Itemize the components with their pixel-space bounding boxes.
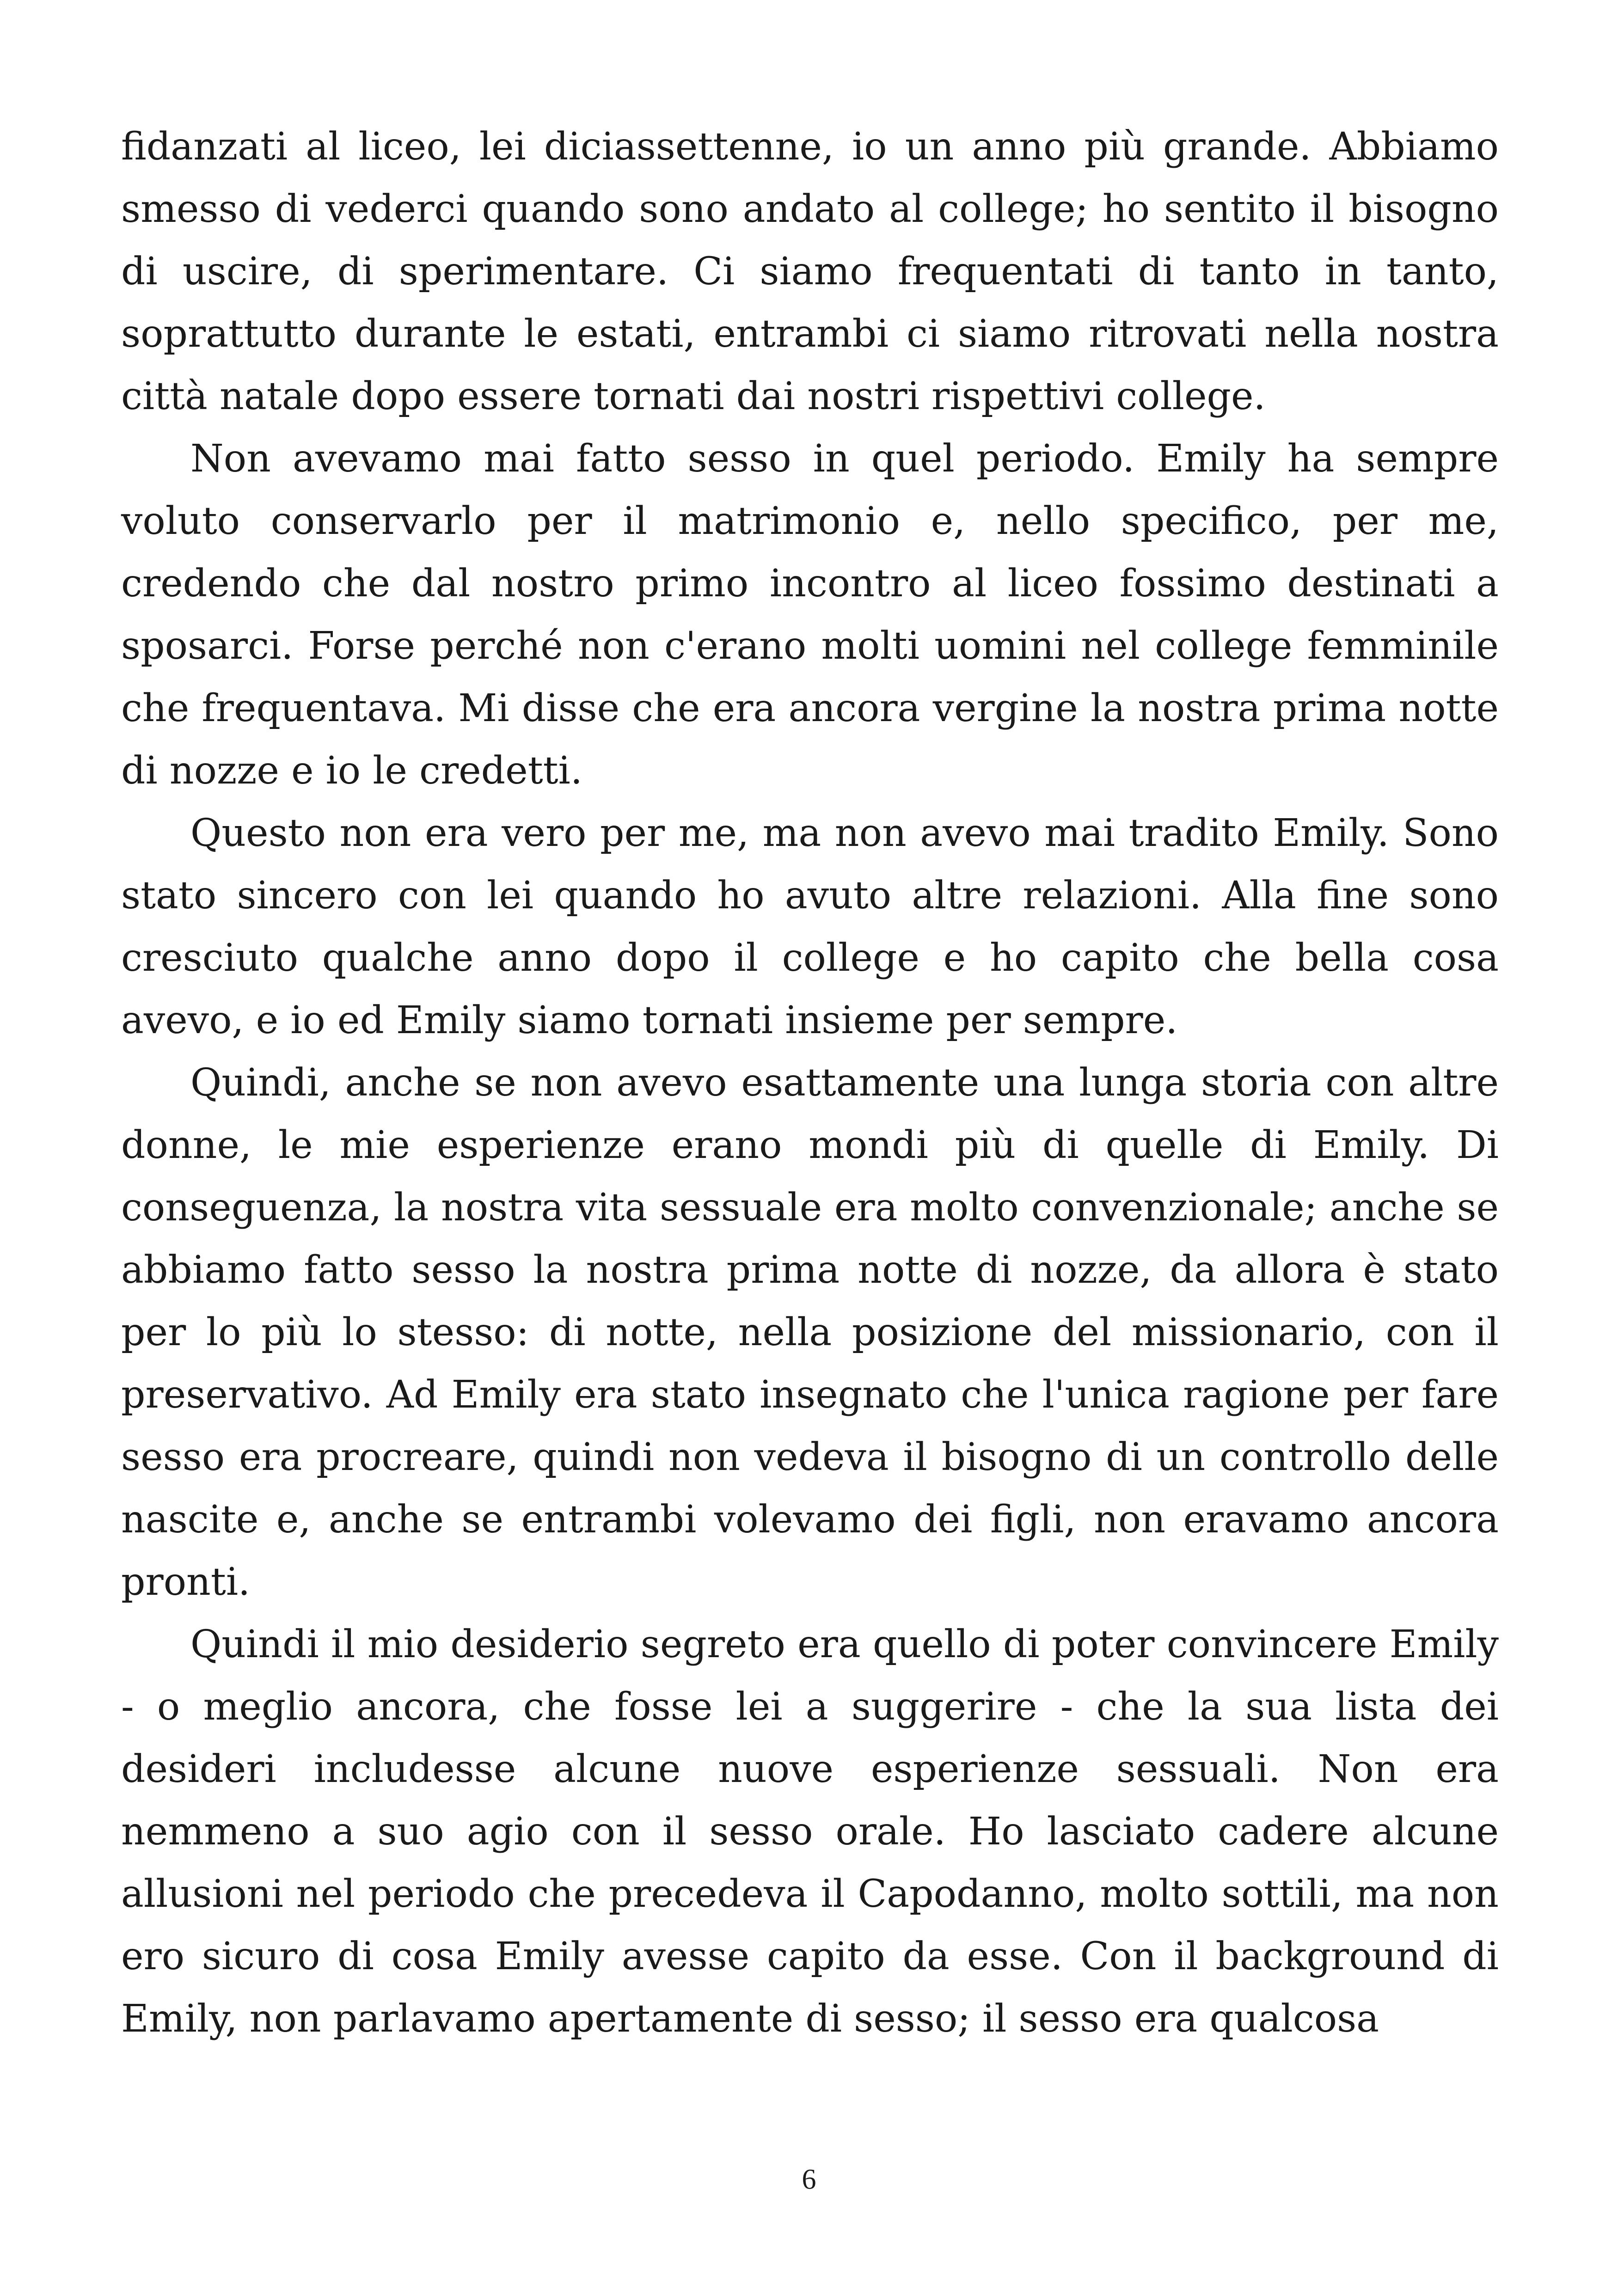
paragraph-5: Quindi il mio desiderio segreto era quello di poter convincere Emily - o meglio ancora, che fosse lei a suggerire - che la sua lista dei desideri includesse alcune nuove esperienze sessuali. Non era nemmeno a suo agio con il sesso orale. Ho lasciato cadere alcune allusioni nel periodo che precedeva il Capodanno, molto sottili, ma non ero sicuro di cosa Emily avesse capito da esse. Con il background di Emily, non parlavamo apertamente di sesso; il sesso era qualcosa [121, 1623, 1499, 2041]
paragraph-2: Non avevamo mai fatto sesso in quel periodo. Emily ha sempre voluto conservarlo per il matrimonio e, nello specifico, per me, credendo che dal nostro primo incontro al liceo fossimo destinati a sposarci. Forse perché non c'erano molti uomini nel college femminile che frequentava. Mi disse che era ancora vergine la nostra prima notte di nozze e io le credetti. [121, 437, 1499, 793]
page-number: 6 [802, 2164, 816, 2195]
paragraph-3: Questo non era vero per me, ma non avevo mai tradito Emily. Sono stato sincero con lei quando ho avuto altre relazioni. Alla fine sono cresciuto qualche anno dopo il college e ho capito che bella cosa avevo, e io ed Emily siamo tornati insieme per sempre. [121, 811, 1499, 1042]
paragraph-1: fidanzati al liceo, lei diciassettenne, io un anno più grande. Abbiamo smesso di vederci quando sono andato al college; ho sentito il bisogno di uscire, di sperimentare. Ci siamo frequentati di tanto in tanto, soprattutto durante le estati, entrambi ci siamo ritrovati nella nostra città natale dopo essere tornati dai nostri rispettivi college. [121, 125, 1499, 418]
paragraph-4: Quindi, anche se non avevo esattamente una lunga storia con altre donne, le mie esperienze erano mondi più di quelle di Emily. Di conseguenza, la nostra vita sessuale era molto convenzionale; anche se abbiamo fatto sesso la nostra prima notte di nozze, da allora è stato per lo più lo stesso: di notte, nella posizione del missionario, con il preservativo. Ad Emily era stato insegnato che l'unica ragione per fare sesso era procreare, quindi non vedeva il bisogno di un controllo delle nascite e, anche se entrambi volevamo dei figli, non eravamo ancora pronti. [121, 1061, 1499, 1604]
body-text [121, 116, 1499, 2050]
